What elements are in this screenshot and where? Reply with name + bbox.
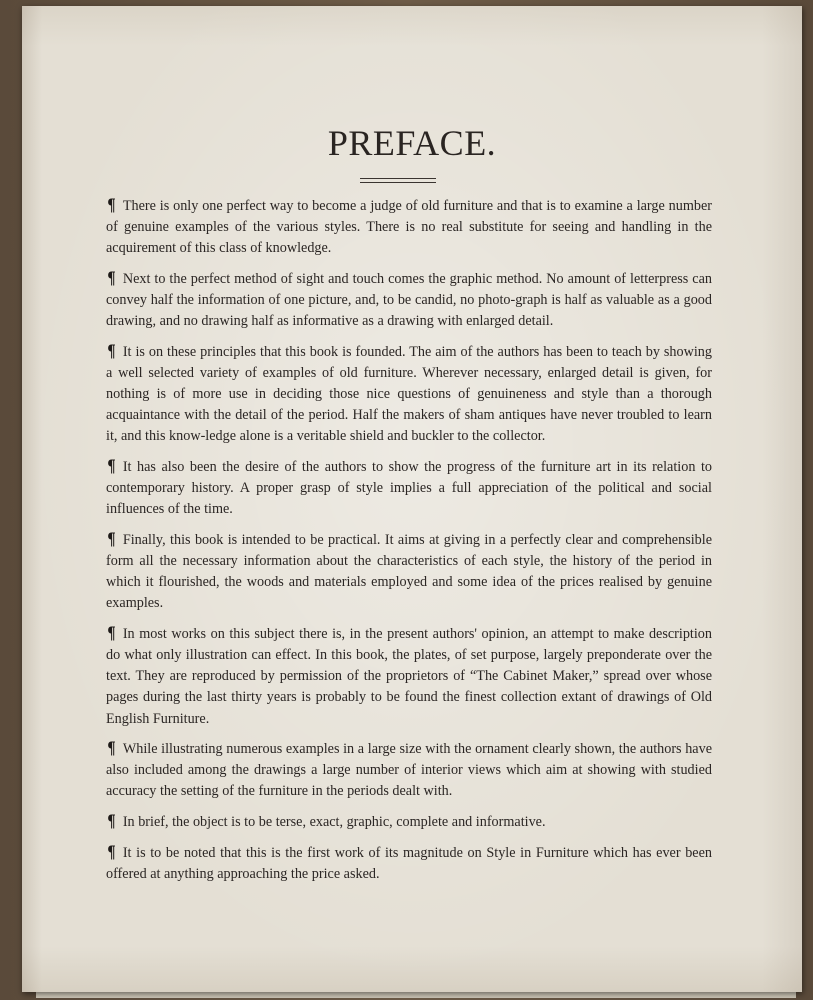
- page-title: PREFACE.: [327, 123, 497, 163]
- paragraph-mark-icon: ¶: [107, 268, 116, 289]
- paragraph: [106, 269, 712, 332]
- title-double-rule: [360, 178, 436, 183]
- paragraph-text: It is to be noted that this is the first work of its magnitude on Style in Furniture which has ever been offered at anything approaching the price asked.: [106, 845, 712, 883]
- paragraph: [106, 530, 712, 614]
- paragraph-mark-icon: ¶: [107, 341, 116, 362]
- paragraph-text: In brief, the object is to be terse, exact, graphic, complete and informative.: [122, 814, 546, 831]
- paragraph-mark-icon: ¶: [107, 739, 116, 760]
- paragraph-text: While illustrating numerous examples in a large size with the ornament clearly shown, the authors have also included among the drawings a large number of interior views which aim at showing with studied accuracy the setting of the furniture in the periods dealt with.: [106, 741, 712, 800]
- paragraph: [106, 457, 712, 520]
- paragraph-mark-icon: ¶: [107, 457, 116, 478]
- preface-body: [106, 196, 712, 895]
- paragraph-mark-icon: ¶: [107, 196, 116, 216]
- paragraph: [106, 812, 712, 833]
- paragraph-mark-icon: ¶: [107, 843, 116, 864]
- paragraph-mark-icon: ¶: [107, 812, 116, 833]
- paragraph-mark-icon: ¶: [107, 624, 116, 645]
- book-page: [22, 6, 802, 992]
- paragraph-text: In most works on this subject there is, in the present authors' opinion, an attempt to make description do what only illustration can effect. In this book, the plates, of set purpose, largely preponderate over the text. They are reproduced by permission of the proprietors of “The Cabinet Maker,” spread over whose pages during the last thirty years is probably to be found the finest collection extant of drawings of Old English Furniture.: [106, 626, 712, 727]
- paragraph-mark-icon: ¶: [107, 530, 116, 551]
- paragraph: [106, 342, 712, 447]
- paragraph: [106, 624, 712, 729]
- paragraph: [106, 739, 712, 802]
- paragraph-text: It is on these principles that this book is founded. The aim of the authors has been to teach by showing a well selected variety of examples of old furniture. Wherever necessary, enlarged detail is given, for nothing is of more use in deciding those nice questions of genuineness and style than a thorough acquaintance with the detail of the period. Half the makers of sham antiques have never troubled to learn it, and this know-ledge alone is a veritable shield and buckler to the collector.: [106, 343, 712, 445]
- paragraph-text: Next to the perfect method of sight and touch comes the graphic method. No amount of letterpress can convey half the information of one picture, and, to be candid, no photo-graph is half as valuable as a good drawing, and no drawing half as informative as a drawing with enlarged detail.: [106, 270, 712, 330]
- paragraph: [106, 196, 712, 259]
- paragraph-text: There is only one perfect way to become a judge of old furniture and that is to examine a large number of genuine examples of the various styles. There is no real substitute for seeing and handling in the acquirement of this class of knowledge.: [106, 198, 712, 257]
- paragraph-text: It has also been the desire of the authors to show the progress of the furniture art in its relation to contemporary history. A proper grasp of style implies a full appreciation of the political and social influences of the time.: [106, 459, 712, 518]
- paragraph-text: Finally, this book is intended to be practical. It aims at giving in a perfectly clear and comprehensible form all the necessary information about the characteristics of each style, the history of the period in which it flourished, the woods and materials employed and some idea of the prices realised by genuine examples.: [106, 532, 712, 612]
- paragraph: [106, 843, 712, 885]
